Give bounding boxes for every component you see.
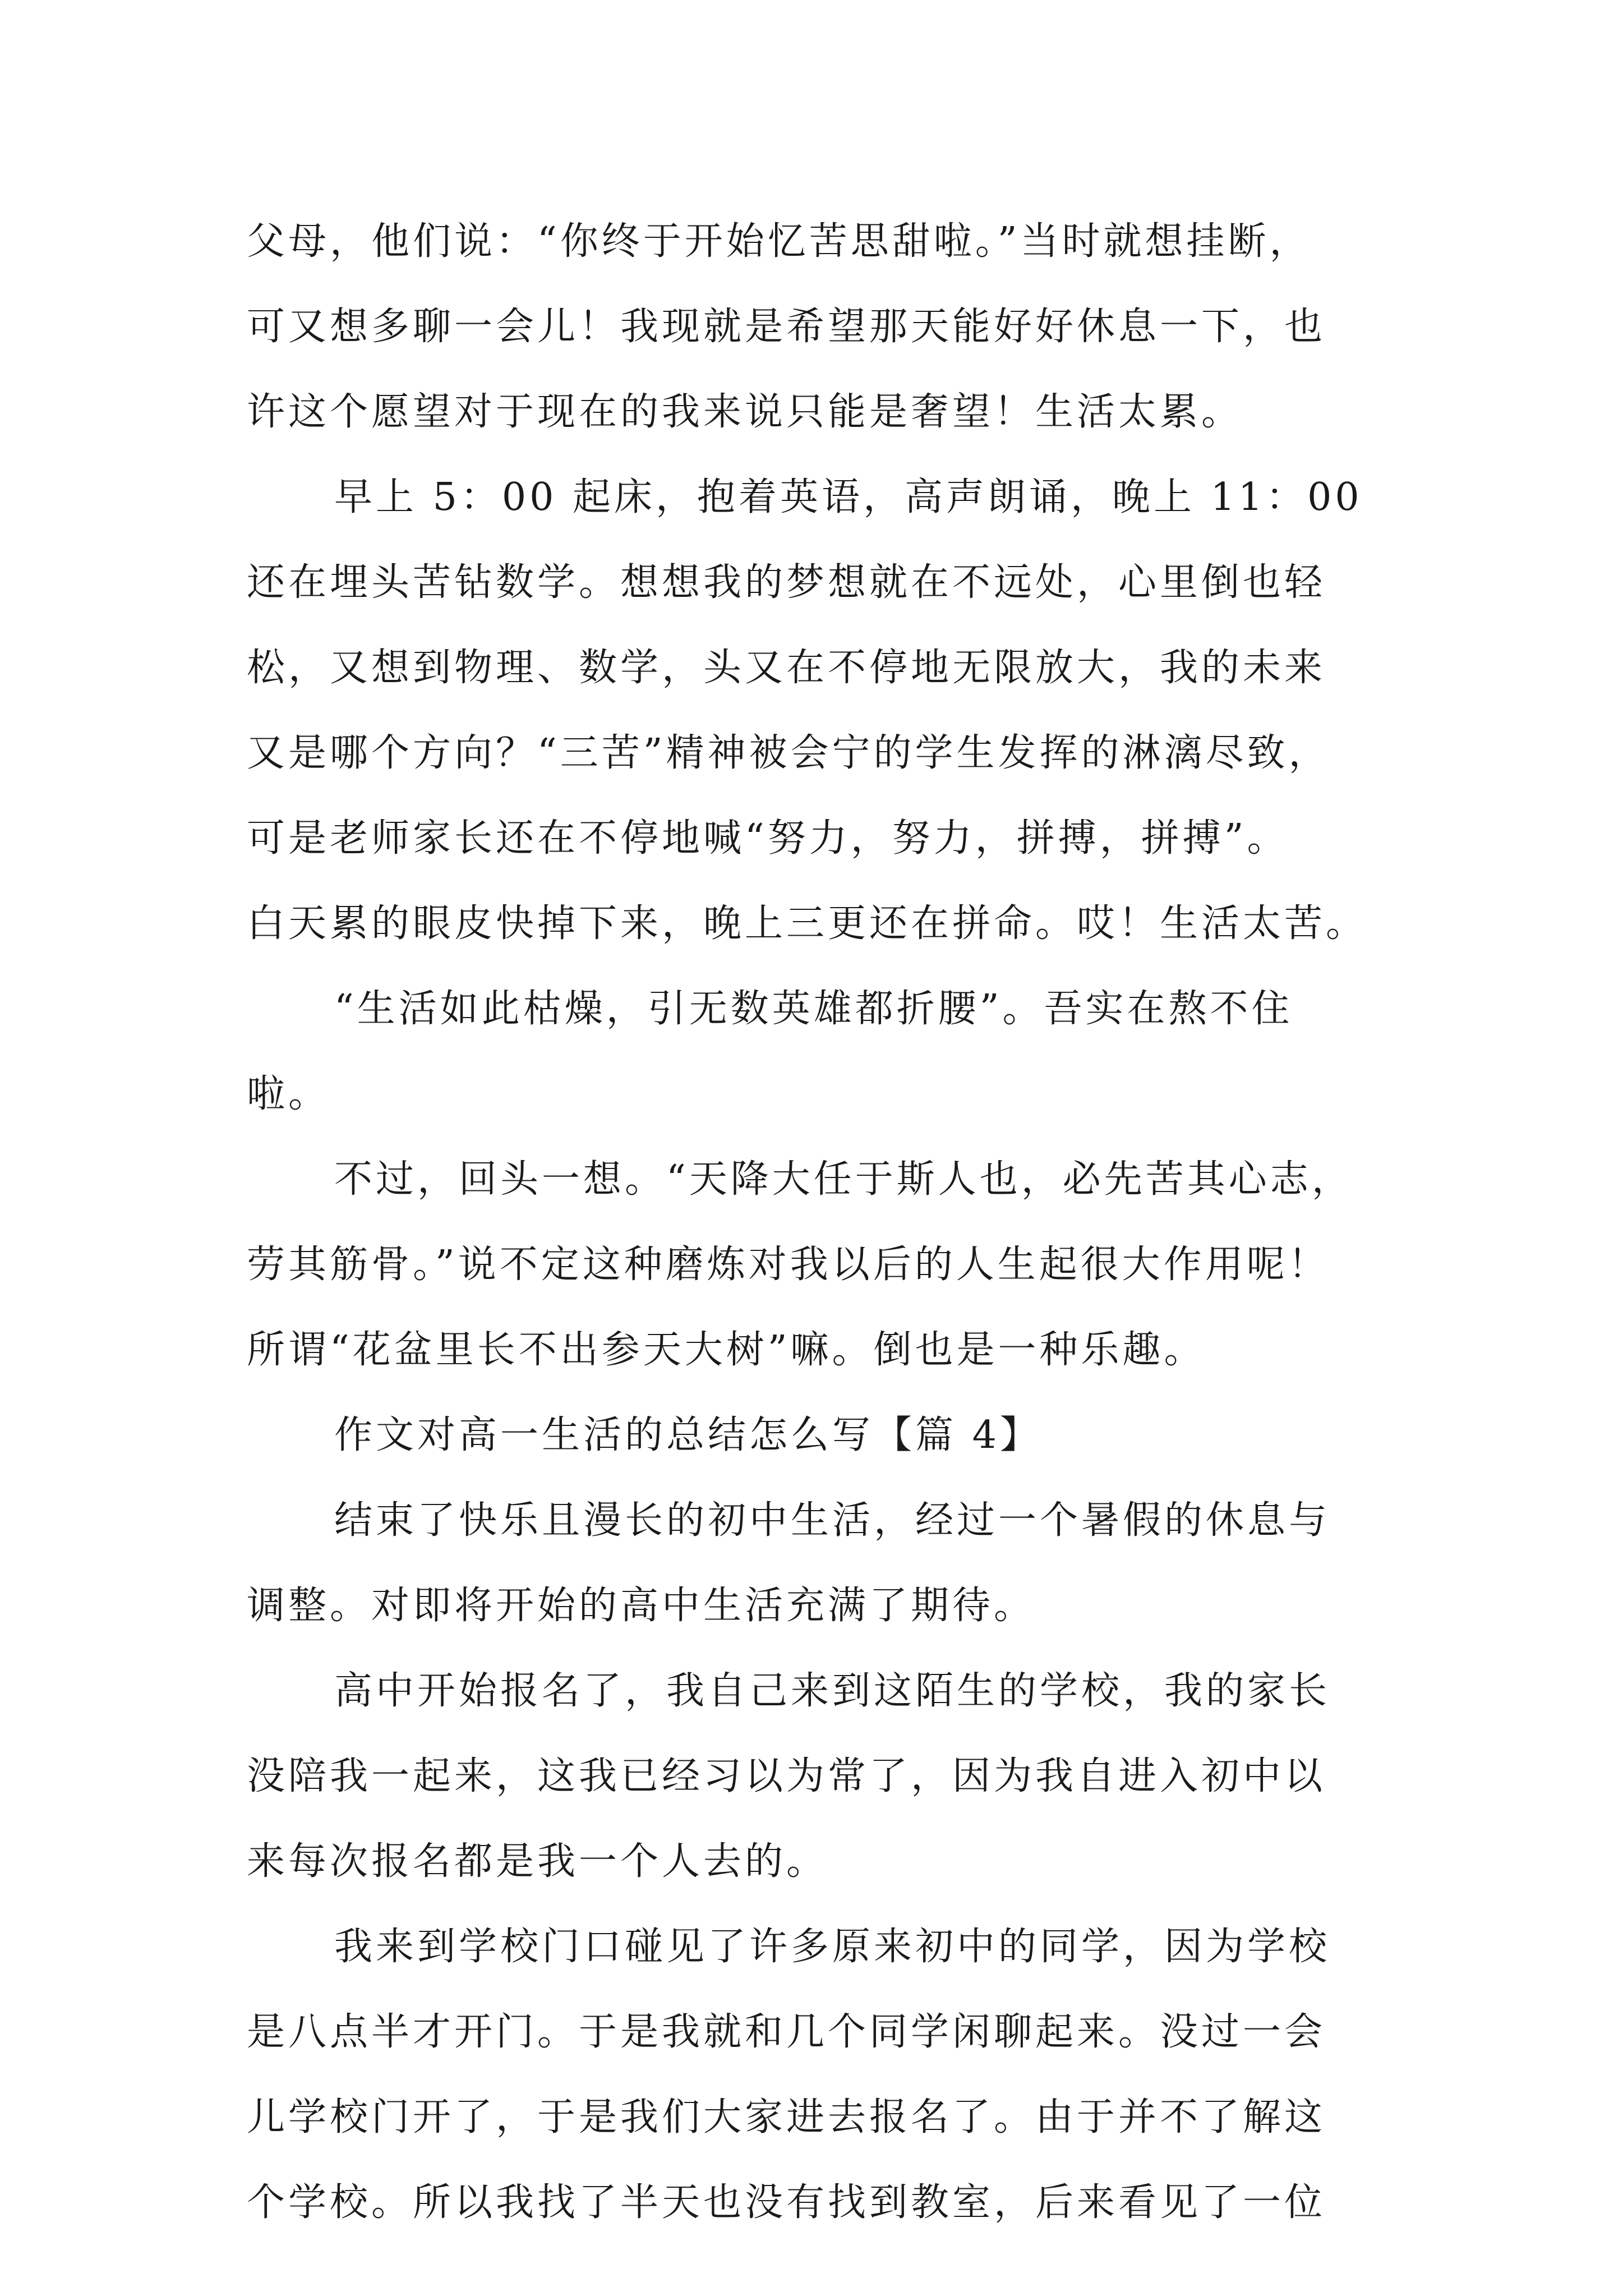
text-line: “生活如此枯燥，引无数英雄都折腰”。吾实在熬不住 (334, 987, 1293, 1031)
text-line: 调整。对即将开始的高中生活充满了期待。 (247, 1584, 1036, 1628)
text-line: 来每次报名都是我一个人去的。 (247, 1839, 828, 1884)
text-line: 早上 5：00 起床，抱着英语，高声朗诵，晚上 11：00 (334, 475, 1363, 519)
text-line: 又是哪个方向？“三苦”精神被会宁的学生发挥的淋漓尽致， (247, 731, 1330, 775)
text-line: 许这个愿望对于现在的我来说只能是奢望！生活太累。 (247, 390, 1243, 434)
text-line: 儿学校门开了，于是我们大家进去报名了。由于并不了解这 (247, 2095, 1326, 2139)
text-line: 父母，他们说：“你终于开始忆苦思甜啦。”当时就想挂断， (247, 219, 1311, 264)
text-line: 劳其筋骨。”说不定这种磨炼对我以后的人生起很大作用呢！ (247, 1243, 1330, 1287)
body-text (247, 199, 1385, 2246)
text-line: 没陪我一起来，这我已经习以为常了，因为我自进入初中以 (247, 1754, 1326, 1798)
text-line: 松，又想到物理、数学，头又在不停地无限放大，我的未来 (247, 646, 1326, 690)
text-line: 个学校。所以我找了半天也没有找到教室，后来看见了一位 (247, 2180, 1326, 2225)
text-line: 可是老师家长还在不停地喊“努力，努力，拼搏，拼搏”。 (247, 816, 1289, 861)
text-line: 还在埋头苦钻数学。想想我的梦想就在不远处，心里倒也轻 (247, 560, 1326, 605)
text-line: 啦。 (247, 1072, 330, 1116)
text-line: 可又想多聊一会儿！我现就是希望那天能好好休息一下，也 (247, 305, 1326, 349)
text-line: 白天累的眼皮快掉下来，晚上三更还在拼命。哎！生活太苦。 (247, 901, 1368, 946)
text-line: 是八点半才开门。于是我就和几个同学闲聊起来。没过一会 (247, 2010, 1326, 2054)
text-line: 我来到学校门口碰见了许多原来初中的同学，因为学校 (334, 1925, 1331, 1969)
text-line: 结束了快乐且漫长的初中生活，经过一个暑假的休息与 (334, 1498, 1331, 1543)
text-line: 所谓“花盆里长不出参天大树”嘛。倒也是一种乐趣。 (247, 1328, 1206, 1372)
text-line: 高中开始报名了，我自己来到这陌生的学校，我的家长 (334, 1669, 1331, 1713)
text-line: 不过，回头一想。“天降大任于斯人也，必先苦其心志， (334, 1157, 1353, 1202)
section-heading: 作文对高一生活的总结怎么写【篇 4】 (334, 1413, 1041, 1457)
